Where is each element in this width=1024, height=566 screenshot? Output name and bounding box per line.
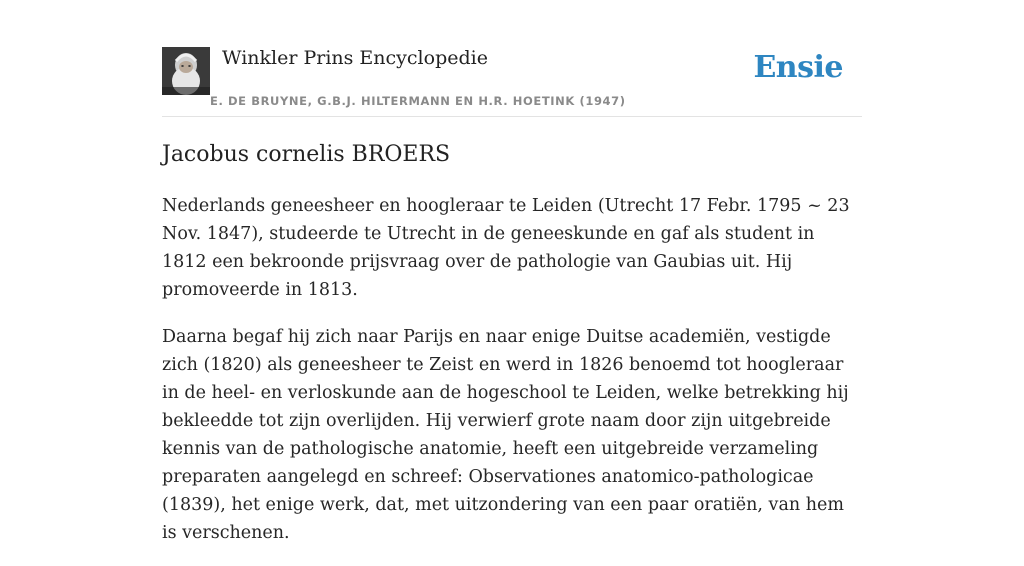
article-paragraph: Nederlands geneesheer en hoogleraar te Leiden (Utrecht 17 Febr. 1795 ~ 23 Nov. 1847), studeerde te Utrecht in de geneeskunde en gaf als student in 1812 een bekroonde prijsvraag over de pathologie van Gaubias uit. Hij promoveerde in 1813. [162, 196, 850, 300]
article-title: Jacobus cornelis BROERS [162, 142, 451, 167]
article-paragraph: Daarna begaf hij zich naar Parijs en naar enige Duitse academiën, vestigde zich (1820) als geneesheer te Zeist en werd in 1826 benoemd tot hoogleraar in de heel- en verloskunde aan de hogeschool te Leiden, welke betrekking hij bekleedde tot zijn overlijden. Hij verwierf grote naam door zijn uitgebreide kennis van de pathologische anatomie, heeft een uitgebreide verzameling preparaten aangelegd en schreef: Observationes anatomico-pathologicae (1839), het enige werk, dat, met uitzondering van een paar oratiën, van hem is verschenen. [162, 327, 849, 543]
page-container [162, 0, 862, 543]
author-avatar-icon[interactable] [162, 47, 210, 95]
article-body [162, 192, 862, 566]
site-header [162, 0, 862, 117]
source-authors: E. DE BRUYNE, G.B.J. HILTERMANN EN H.R. HOETINK (1947) [210, 94, 626, 108]
site-title[interactable]: Winkler Prins Encyclopedie [222, 47, 488, 69]
brand-logo[interactable]: Ensie [753, 50, 843, 85]
bearded-man-portrait-icon [162, 47, 210, 95]
